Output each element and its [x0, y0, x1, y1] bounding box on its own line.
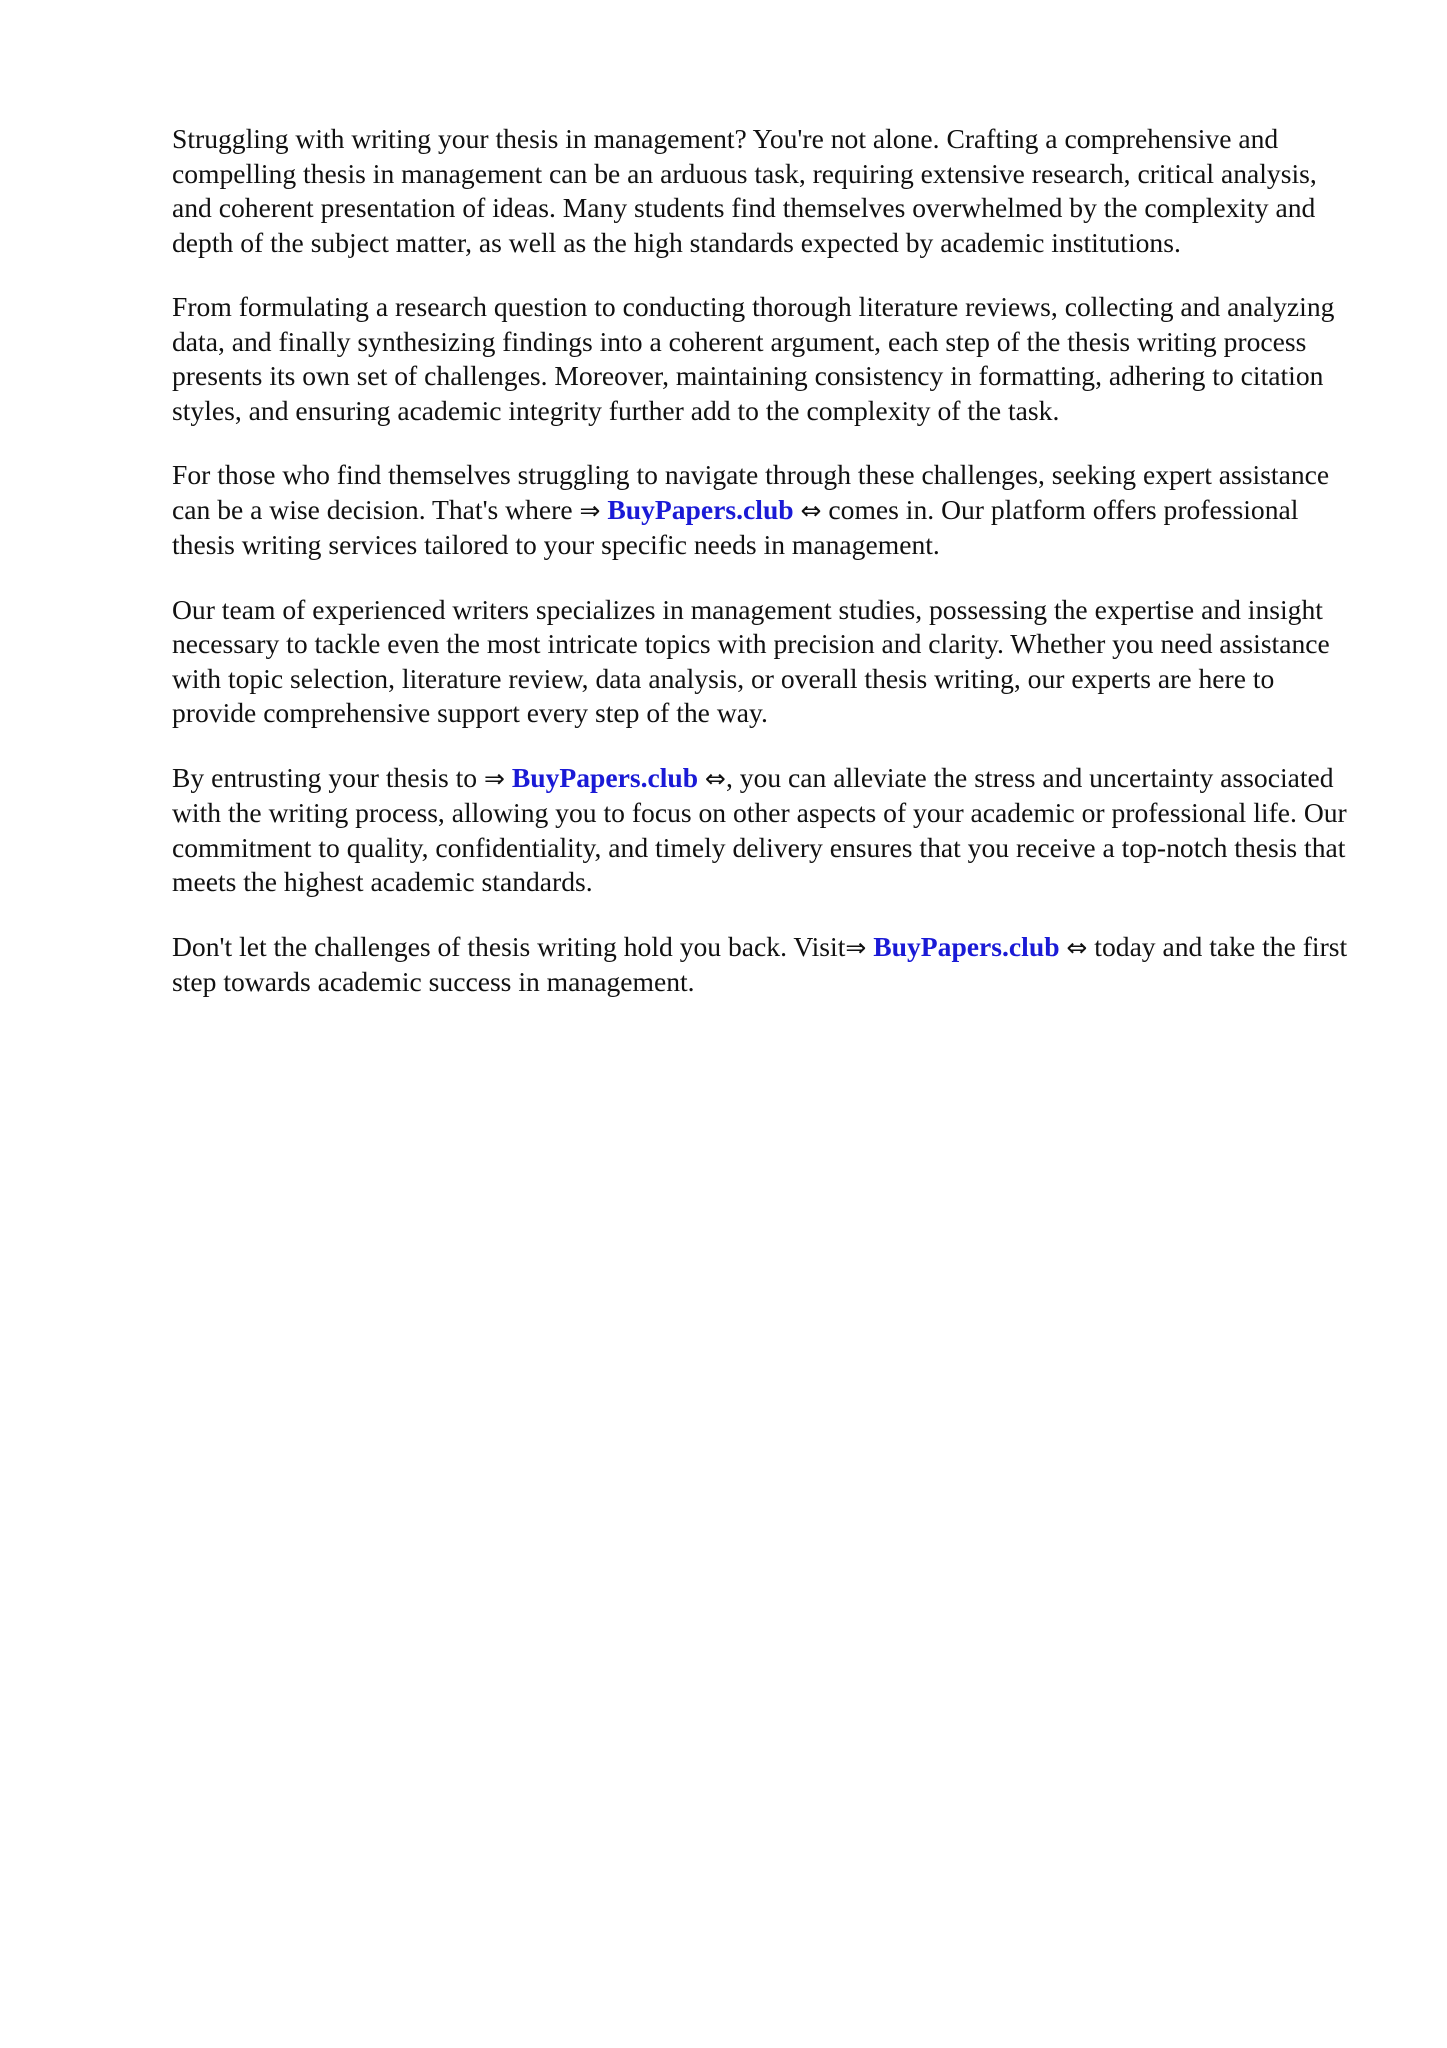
paragraph-cta-text-before: Don't let the challenges of thesis writing hold you back. Visit [172, 930, 846, 962]
double-arrow-icon: ⇔ [705, 763, 726, 793]
paragraph-challenges-text: From formulating a research question to conducting thorough literature reviews, collecting and analyzing data, and finally synthesizing findings into a coherent argument, each step of the thesis writing process presents its own set of challenges. Moreover, maintaining consistency in formatting, adhering to citation styles, and ensuring academic integrity further add to the complexity of the task. [172, 291, 1335, 426]
paragraph-entrusting-text-after: , you can alleviate the stress and uncertainty associated with the writing process, allowing you to focus on other aspects of your academic or professional life. Our commitment to quality, confidentiality, and timely delivery ensures that you receive a top-notch thesis that meets the highest academic standards. [172, 761, 1347, 897]
paragraph-assistance-text-after: comes in. Our platform offers professional thesis writing services tailored to your specific needs in management. [172, 493, 1299, 560]
right-arrow-icon: ⇒ [483, 763, 505, 793]
paragraph-assistance-text-before: For those who find themselves struggling to navigate through these challenges, seeking expert assistance can be a wise decision. That's where [172, 459, 1330, 525]
buypapers-link[interactable]: BuyPapers.club [511, 761, 699, 793]
right-arrow-icon: ⇒ [845, 932, 867, 962]
paragraph-entrusting-text-before: By entrusting your thesis to [172, 761, 484, 793]
document-body [172, 122, 1357, 1030]
paragraph-intro-text: Struggling with writing your thesis in management? You're not alone. Crafting a comprehensive and compelling thesis in management can be an arduous task, requiring extensive research, critical analysis, and coherent presentation of ideas. Many students find themselves overwhelmed by the complexity and depth of the subject matter, as well as the high standards expected by academic institutions. [172, 123, 1317, 258]
paragraph-team-text: Our team of experienced writers specializes in management studies, possessing the expertise and insight necessary to tackle even the most intricate topics with precision and clarity. Whether you need assistance with topic selection, literature review, data analysis, or overall thesis writing, our experts are here to provide comprehensive support every step of the way. [172, 593, 1330, 728]
buypapers-link[interactable]: BuyPapers.club [607, 493, 794, 525]
paragraph-assistance [172, 458, 1357, 563]
paragraph-team [172, 593, 1357, 731]
double-arrow-icon: ⇔ [800, 495, 822, 525]
paragraph-challenges [172, 290, 1357, 428]
paragraph-cta-text-after: today and take the first step towards academic success in management. [172, 930, 1348, 997]
paragraph-entrusting [172, 761, 1357, 900]
double-arrow-icon: ⇔ [1066, 932, 1088, 962]
paragraph-intro [172, 122, 1357, 260]
right-arrow-icon: ⇒ [579, 495, 601, 525]
paragraph-call-to-action [172, 930, 1357, 1000]
buypapers-link[interactable]: BuyPapers.club [873, 930, 1060, 962]
